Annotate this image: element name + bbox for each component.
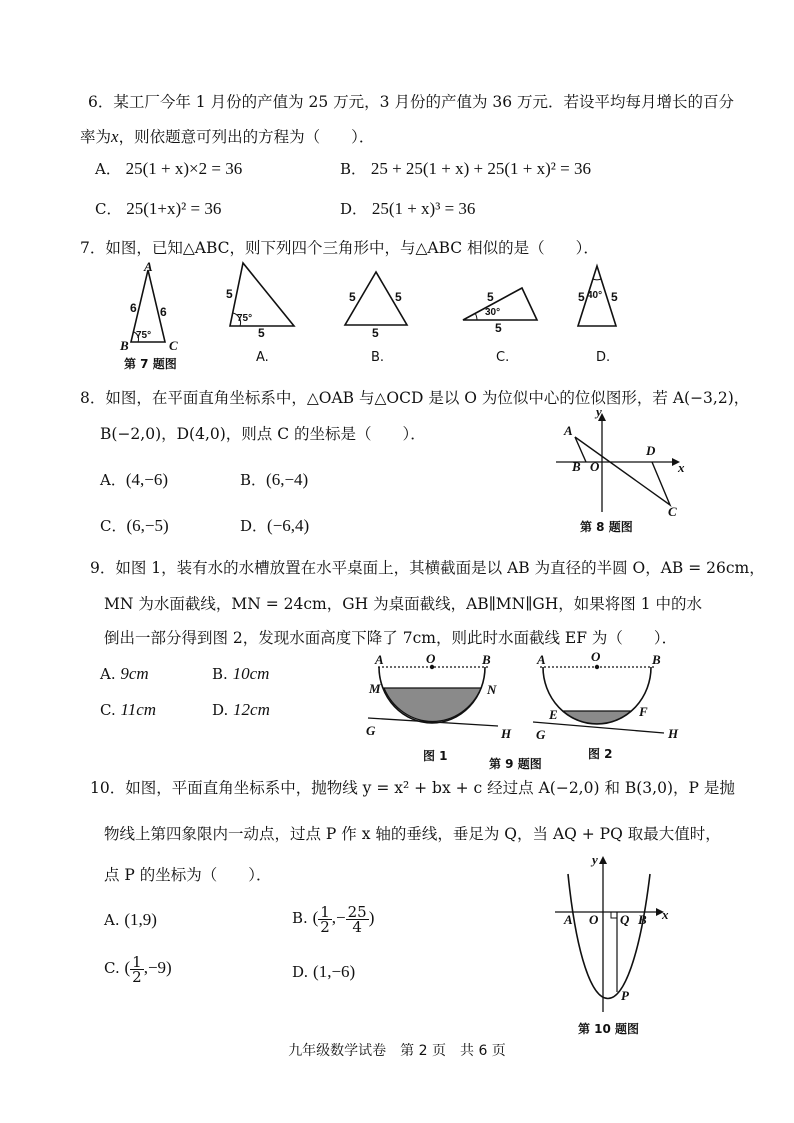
q6-option-d-label: D．	[340, 200, 368, 218]
q10-option-a-label: A.	[104, 911, 125, 929]
q9-fig1-label-m: M	[369, 681, 381, 696]
q8-option-c-text: (6,−5)	[126, 516, 169, 535]
q6-option-a-text: 25(1 + x)×2 = 36	[125, 159, 243, 178]
q6-option-d-text: 25(1 + x)³ = 36	[371, 199, 476, 218]
q10-option-b-num1: 1	[320, 902, 330, 921]
q6-var-x: x	[111, 127, 119, 146]
q7-label-c: C	[169, 338, 178, 353]
q10-option-b-close: )	[368, 908, 375, 927]
q9-fig2-label-e: E	[549, 707, 558, 722]
q8-option-a-text: (4,−6)	[125, 470, 169, 489]
q10-option-c-label: C.	[104, 959, 125, 977]
q7-d-side-1: 5	[578, 290, 585, 304]
q6-line1: 6．某工厂今年 1 月份的产值为 25 万元，3 月份的产值为 36 万元．若设平均每月增长的百分	[88, 93, 735, 111]
q8-line2: B(−2,0)，D(4,0)，则点 C 的坐标是（ ）．	[100, 425, 426, 443]
q9-fig2-label-o: O	[591, 649, 601, 664]
q7-d-label: D.	[596, 350, 611, 365]
q10-option-b-label: B.	[292, 909, 313, 927]
q7-a-side-2: 5	[258, 326, 265, 340]
q6-option-b-label: B．	[340, 160, 367, 178]
q10-option-b-open: (	[312, 908, 319, 927]
q8-label-b: B	[572, 459, 581, 474]
q10-label-q: Q	[620, 912, 630, 927]
q7-c-angle: 30°	[485, 307, 501, 318]
q10-option-d-label: D.	[292, 963, 314, 981]
q8-label-o: O	[590, 459, 600, 474]
q9-fig2-label-g: G	[536, 727, 546, 742]
q10-option-b-num2: 25	[347, 902, 367, 921]
q10-right-angle	[611, 912, 617, 918]
q6-option-b-text: 25 + 25(1 + x) + 25(1 + x)² = 36	[370, 159, 591, 178]
q10-option-b-den2: 4	[352, 917, 362, 936]
q7-d-angle: 40°	[587, 290, 603, 301]
q9-option-b-text: 10cm	[232, 664, 270, 683]
q9-option-c-label: C.	[100, 701, 121, 719]
q10-label-b: B	[638, 912, 647, 927]
q8-label-y: y	[596, 404, 602, 419]
q7-stem: 7．如图，已知△ABC，则下列四个三角形中，与△ABC 相似的是（ ）．	[80, 239, 599, 257]
q10-option-a-text: (1,9)	[124, 910, 157, 929]
q8-label-c: C	[668, 504, 677, 519]
q7-label-b: B	[120, 338, 129, 353]
q9-fig1-label-n: N	[487, 682, 497, 697]
q10-option-b-den1: 2	[320, 917, 330, 936]
q10-label-a: A	[564, 912, 573, 927]
q10-option-c-den: 2	[132, 967, 142, 986]
q8-option-a-label: A．	[100, 471, 126, 489]
q7-c-side-2: 5	[495, 321, 502, 335]
q9-line1: 9．如图 1，装有水的水槽放置在水平桌面上，其横截面是以 AB 为直径的半圆 O，AB = 26cm，	[90, 559, 765, 577]
q7-c-label: C.	[496, 350, 510, 365]
q9-fig2-label-a: A	[537, 652, 546, 667]
q8-option-c-label: C．	[100, 517, 127, 535]
q8-option-d-text: (−6,4)	[267, 516, 310, 535]
q8-label-x: x	[678, 460, 685, 475]
q7-a-side-1: 5	[226, 287, 233, 301]
q9-fig1-label-a: A	[375, 652, 384, 667]
q9-caption: 第 9 题图	[489, 757, 542, 771]
q9-fig1-label-o: O	[426, 651, 436, 666]
q7-d-side-2: 5	[611, 290, 618, 304]
q9-fig2-label-h: H	[668, 726, 679, 741]
q9-line2: MN 为水面截线，MN = 24cm，GH 为桌面截线，AB∥MN∥GH，如果将图 1 中的水	[104, 595, 703, 613]
q10-label-x: x	[662, 907, 669, 922]
q7-a-label: A.	[256, 350, 269, 365]
q10-y-arrow	[599, 856, 607, 864]
q7-b-side-1: 5	[349, 290, 356, 304]
q10-label-p: P	[621, 988, 629, 1003]
q9-line3: 倒出一部分得到图 2，发现水面高度下降了 7cm，则此时水面截线 EF 为（ ）．	[104, 629, 678, 647]
q7-ref-side-left: 6	[130, 301, 137, 315]
q9-fig1-label-g: G	[366, 723, 376, 738]
q6-option-a-label: A．	[95, 160, 121, 178]
q8-label-d: D	[646, 443, 656, 458]
q9-option-d-text: 12cm	[233, 700, 270, 719]
q9-fig1-caption: 图 1	[423, 749, 448, 763]
q10-option-c-num: 1	[132, 952, 142, 971]
q10-line1: 10．如图，平面直角坐标系中，抛物线 y = x² + bx + c 经过点 A(−2,0) 和 B(3,0)，P 是抛	[90, 779, 735, 797]
q10-caption: 第 10 题图	[578, 1022, 640, 1036]
q10-label-y: y	[592, 852, 598, 867]
q7-caption: 第 7 题图	[124, 357, 177, 371]
q8-label-a: A	[564, 423, 573, 438]
q10-option-d-text: (1,−6)	[313, 962, 356, 981]
q6-line2-post: ，则依题意可列出的方程为（ ）．	[118, 128, 375, 146]
q7-ref-side-right: 6	[160, 305, 167, 319]
q10-parabola	[568, 874, 650, 999]
q9-option-a-label: A.	[100, 665, 121, 683]
q8-option-d-label: D．	[240, 517, 268, 535]
q10-line2: 物线上第四象限内一动点，过点 P 作 x 轴的垂线，垂足为 Q，当 AQ + PQ 取最大值时，	[104, 825, 721, 843]
q7-b-side-3: 5	[372, 326, 379, 340]
q7-label-a: A	[144, 259, 153, 274]
q6-line2-pre: 率为	[80, 128, 112, 146]
q7-b-label: B.	[371, 350, 385, 365]
q9-option-d-label: D.	[212, 701, 234, 719]
q10-option-c-open: (	[124, 958, 131, 977]
q9-fig1-label-h: H	[501, 726, 512, 741]
q8-option-b-label: B．	[240, 471, 267, 489]
q7-b-side-2: 5	[395, 290, 402, 304]
q10-option-b-mid: ,−	[331, 908, 346, 927]
q10-label-o: O	[589, 912, 599, 927]
q7-a-angle: 75°	[237, 313, 253, 324]
q8-caption: 第 8 题图	[580, 520, 633, 534]
q8-line1: 8．如图，在平面直角坐标系中，△OAB 与△OCD 是以 O 为位似中心的位似图形，若 A(−3,2)，	[80, 389, 750, 407]
q6-option-c-text: 25(1+x)² = 36	[126, 199, 222, 218]
q9-fig1-label-b: B	[482, 652, 491, 667]
q9-option-b-label: B.	[212, 665, 233, 683]
q10-option-c-close: ,−9)	[143, 958, 172, 977]
q9-fig2-label-b: B	[652, 652, 661, 667]
q7-ref-angle: 75°	[136, 330, 152, 341]
q9-option-a-text: 9cm	[120, 664, 149, 683]
page-footer: 九年级数学试卷 第 2 页 共 6 页	[288, 1043, 506, 1059]
q9-option-c-text: 11cm	[120, 700, 157, 719]
q9-fig2-label-f: F	[639, 704, 648, 719]
q9-fig2-caption: 图 2	[588, 747, 613, 761]
q8-option-b-text: (6,−4)	[266, 470, 309, 489]
q6-option-c-label: C．	[95, 200, 122, 218]
q7-c-side-1: 5	[487, 290, 494, 304]
q10-line3: 点 P 的坐标为（ ）．	[104, 866, 272, 884]
